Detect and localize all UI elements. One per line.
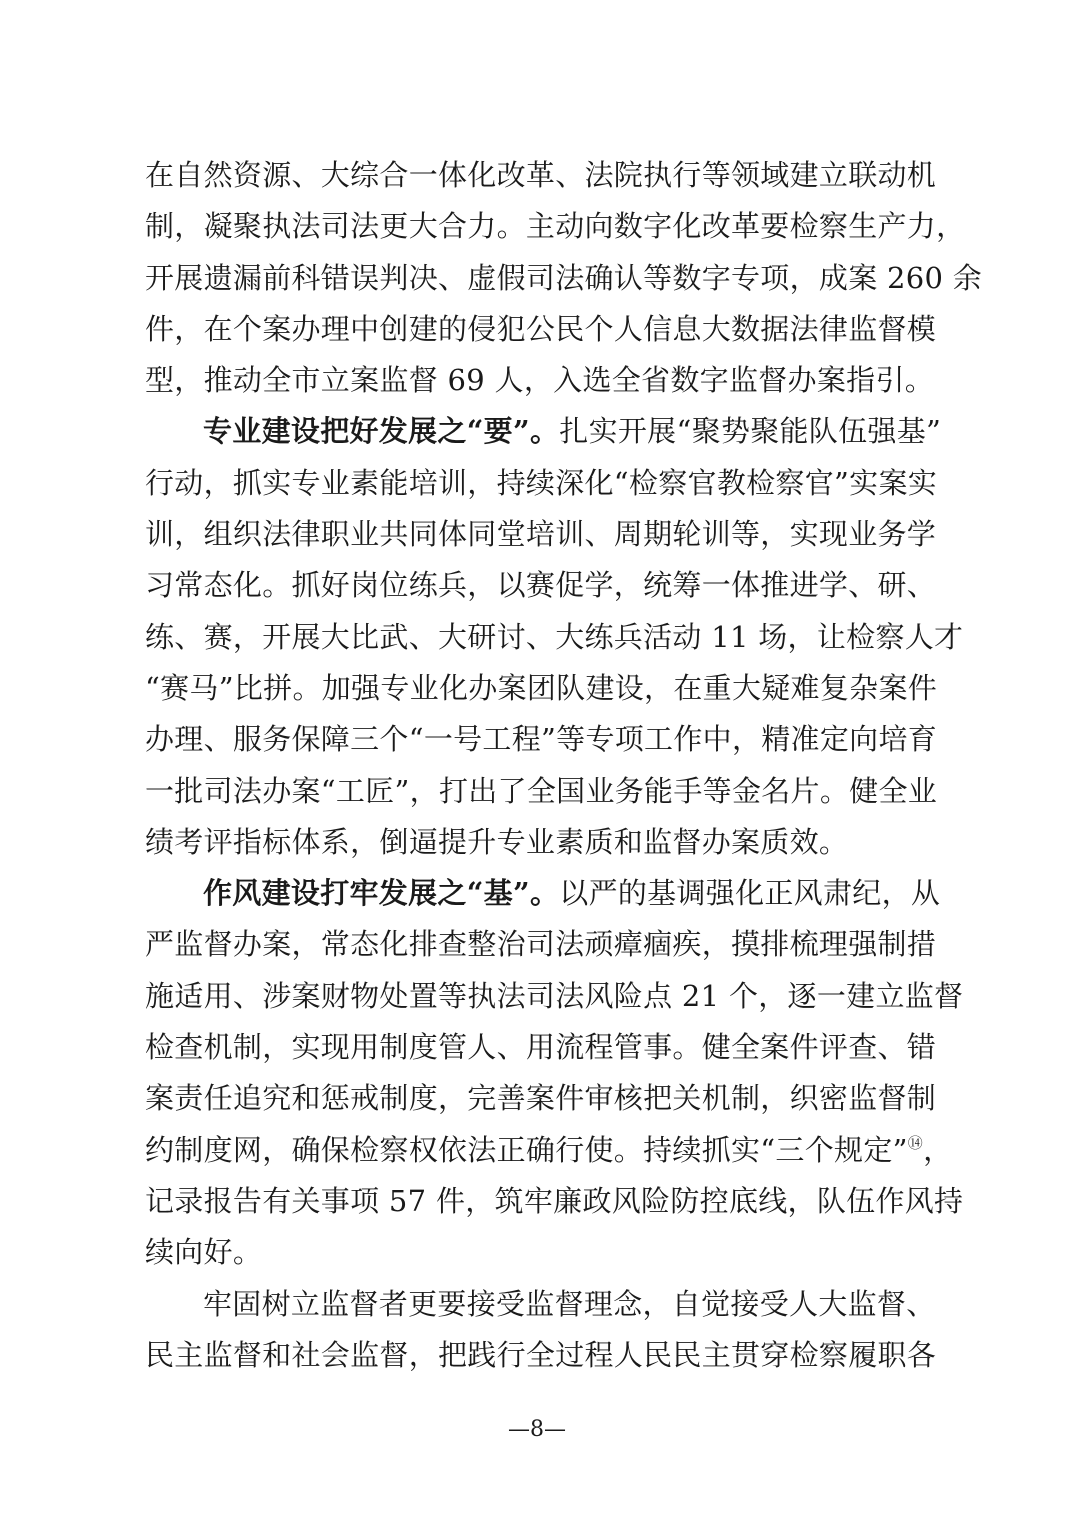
text-line: 民主监督和社会监督，把践行全过程人民民主贯穿检察履职各 — [145, 1337, 937, 1372]
text-line: 严监督办案，常态化排查整治司法顽瘴痼疾，摸排梳理强制措 — [145, 927, 937, 962]
text-line: 施适用、涉案财物处置等执法司法风险点 21 个，逐一建立监督 — [145, 978, 964, 1013]
text-line: 一批司法办案“工匠”，打出了全国业务能手等金名片。健全业 — [145, 773, 938, 808]
paragraph-heading: 作风建设打牢发展之“基”。 — [203, 876, 560, 911]
page-number: —8— — [508, 1417, 566, 1442]
text-span: 以严的基调强化正风肃纪，从 — [559, 876, 941, 911]
text-span: 约制度网，确保检察权依法正确行使。持续抓实“三个规定” — [145, 1132, 908, 1167]
text-line: 记录报告有关事项 57 件，筑牢廉政风险防控底线，队伍作风持 — [145, 1183, 964, 1218]
paragraph-heading-line — [145, 868, 941, 919]
paragraph-heading: 专业建设把好发展之“要”。 — [203, 414, 560, 449]
text-line: “赛马”比拼。加强专业化办案团队建设，在重大疑难复杂案件 — [145, 670, 938, 705]
footnote-marker: ⑭ — [907, 1133, 924, 1152]
text-span: 扎实开展“聚势聚能队伍强基” — [559, 414, 942, 449]
text-line: 训，组织法律职业共同体同堂培训、周期轮训等，实现业务学 — [145, 517, 937, 552]
text-line: 型，推动全市立案监督 69 人，入选全省数字监督办案指引。 — [145, 363, 935, 398]
text-span: ， — [923, 1132, 953, 1167]
text-line: 绩考评指标体系，倒逼提升专业素质和监督办案质效。 — [145, 824, 849, 859]
text-line: 检查机制，实现用制度管人、用流程管事。健全案件评查、错 — [145, 1030, 937, 1065]
text-line: 行动，抓实专业素能培训，持续深化“检察官教检察官”实案实 — [145, 465, 938, 500]
text-line: 续向好。 — [145, 1235, 263, 1270]
text-line: 在自然资源、大综合一体化改革、法院执行等领域建立联动机 — [145, 158, 937, 192]
text-line: 件，在个案办理中创建的侵犯公民个人信息大数据法律监督模 — [145, 311, 937, 346]
text-line: 习常态化。抓好岗位练兵，以赛促学，统筹一体推进学、研、 — [145, 568, 937, 603]
paragraph-heading-line — [145, 406, 942, 457]
text-line: 开展遗漏前科错误判决、虚假司法确认等数字专项，成案 260 余 — [145, 260, 983, 295]
body-text — [145, 150, 983, 1381]
text-line — [145, 1125, 953, 1176]
text-line: 制，凝聚执法司法更大合力。主动向数字化改革要检察生产力， — [145, 209, 966, 244]
text-line: 办理、服务保障三个“一号工程”等专项工作中，精准定向培育 — [145, 722, 938, 757]
text-line: 牢固树立监督者更要接受监督理念，自觉接受人大监督、 — [203, 1286, 936, 1321]
text-line: 案责任追究和惩戒制度，完善案件审核把关机制，织密监督制 — [145, 1081, 937, 1116]
text-line: 练、赛，开展大比武、大研讨、大练兵活动 11 场，让检察人才 — [145, 619, 964, 654]
